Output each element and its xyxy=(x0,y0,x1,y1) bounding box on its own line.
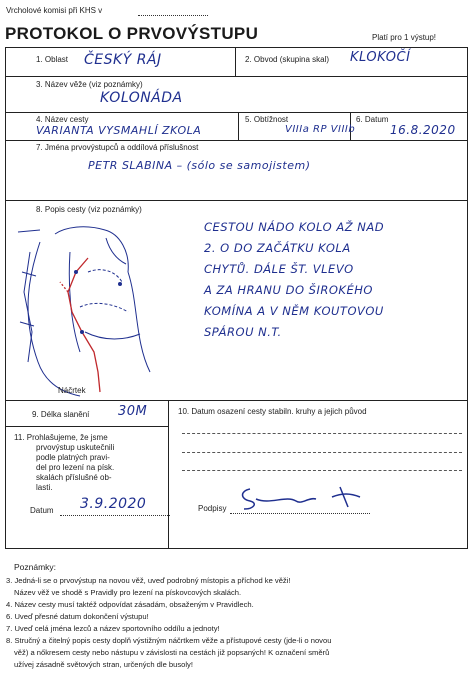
valid-for-note: Platí pro 1 výstup! xyxy=(372,33,437,42)
declaration-line: lasti. xyxy=(36,483,53,492)
declaration-line: 11. Prohlašujeme, že jsme xyxy=(14,433,108,442)
route-description-line: CHYTŮ. DÁLE ŠT. VLEVO xyxy=(204,262,354,276)
tower-name-value: KOLONÁDA xyxy=(100,90,183,106)
note-line: užívej zásadně světových stran, určených dle busoly! xyxy=(14,660,193,669)
declaration-line: prvovýstup uskutečnili xyxy=(36,443,115,452)
bolts-line xyxy=(182,433,462,434)
region-value: ČESKÝ RÁJ xyxy=(84,52,162,68)
row-divider xyxy=(5,140,468,141)
note-line: 7. Uveď celá jména lezců a název sportovního oddílu a jednoty! xyxy=(6,624,220,633)
row-divider xyxy=(5,112,468,113)
note-line: 6. Uveď přesné datum dokončení výstupu! xyxy=(6,612,149,621)
signature-label: Podpisy xyxy=(198,504,227,513)
committee-line: Vrcholové komisi při KHS v xyxy=(6,6,103,15)
difficulty-value: VIIIa RP VIIIb xyxy=(285,124,356,135)
date-value-6: 16.8.2020 xyxy=(390,123,456,137)
climbers-value: PETR SLABINA – (sólo se samojistem) xyxy=(88,159,311,172)
signature-blank xyxy=(230,513,370,514)
region-label: 1. Oblast xyxy=(36,55,69,64)
row-divider xyxy=(5,200,468,201)
route-name-label: 4. Název cesty xyxy=(36,115,89,124)
date-blank xyxy=(60,515,170,516)
route-description-label: 8. Popis cesty (viz poznámky) xyxy=(36,205,142,214)
row-divider xyxy=(5,426,168,427)
route-description-line: SPÁROU N.T. xyxy=(204,325,282,339)
tower-name-label: 3. Název věže (viz poznámky) xyxy=(36,80,143,89)
date-value: 3.9.2020 xyxy=(80,496,147,512)
note-line: 8. Stručný a čitelný popis cesty doplň výstižným náčrtkem věže a přístupové cesty (jde-li o novou xyxy=(6,636,332,645)
declaration-line: podle platných pravi- xyxy=(36,453,110,462)
note-line: věž) a nőkresem cesty nebo nástupu v závislosti na cestách již popsaných! K označení směrů xyxy=(14,648,330,657)
route-sketch xyxy=(10,212,190,400)
notes-heading: Poznámky: xyxy=(14,562,57,572)
route-description-line: 2. O DO ZAČÁTKU KOLA xyxy=(204,241,351,255)
col-divider xyxy=(238,112,239,140)
bolts-line xyxy=(182,470,462,471)
committee-blank xyxy=(138,15,208,16)
declaration-line: del pro lezení na písk. xyxy=(36,463,115,472)
sketch-label: Náčrtek xyxy=(58,386,86,395)
abseil-length-label: 9. Délka slanění xyxy=(32,410,90,419)
date-label: Datum xyxy=(30,506,54,515)
route-description-line: CESTOU NÁDO KOLO AŽ NAD xyxy=(204,220,385,234)
row-divider xyxy=(5,76,468,77)
col-divider xyxy=(168,400,169,549)
note-line: 3. Jedná-li se o prvovýstup na novou věž, uveď podrobný místopis a příchod ke věži! xyxy=(6,576,291,585)
date-label-6: 6. Datum xyxy=(356,115,389,124)
abseil-length-value: 30M xyxy=(118,404,148,419)
bolts-date-label: 10. Datum osazení cesty stabiln. kruhy a jejich původ xyxy=(178,407,367,416)
col-divider xyxy=(235,47,236,76)
difficulty-label: 5. Obtížnost xyxy=(245,115,289,124)
bolts-line xyxy=(182,452,462,453)
page-title: PROTOKOL O PRVOVÝSTUPU xyxy=(5,24,259,43)
climbers-label: 7. Jména prvovýstupců a oddílová příslušnost xyxy=(36,143,199,152)
district-value: KLOKOČÍ xyxy=(350,50,411,65)
route-description-line: KOMÍNA A V NĚM KOUTOVOU xyxy=(204,304,384,318)
route-name-value: VARIANTA VYSMAHLÍ ZKOLA xyxy=(36,124,202,137)
route-description-line: A ZA HRANU DO ŠIROKÉHO xyxy=(204,283,373,297)
note-line: Název věž ve shodě s Pravidly pro lezení na pískovcových skalách. xyxy=(14,588,242,597)
district-label: 2. Obvod (skupina skal) xyxy=(245,55,330,64)
row-divider xyxy=(5,400,468,401)
signature-mark xyxy=(236,483,376,513)
declaration-line: skalách příslušné ob- xyxy=(36,473,112,482)
note-line: 4. Název cesty musí taktéž odpovídat zásadám, obsaženým v Pravidlech. xyxy=(6,600,254,609)
